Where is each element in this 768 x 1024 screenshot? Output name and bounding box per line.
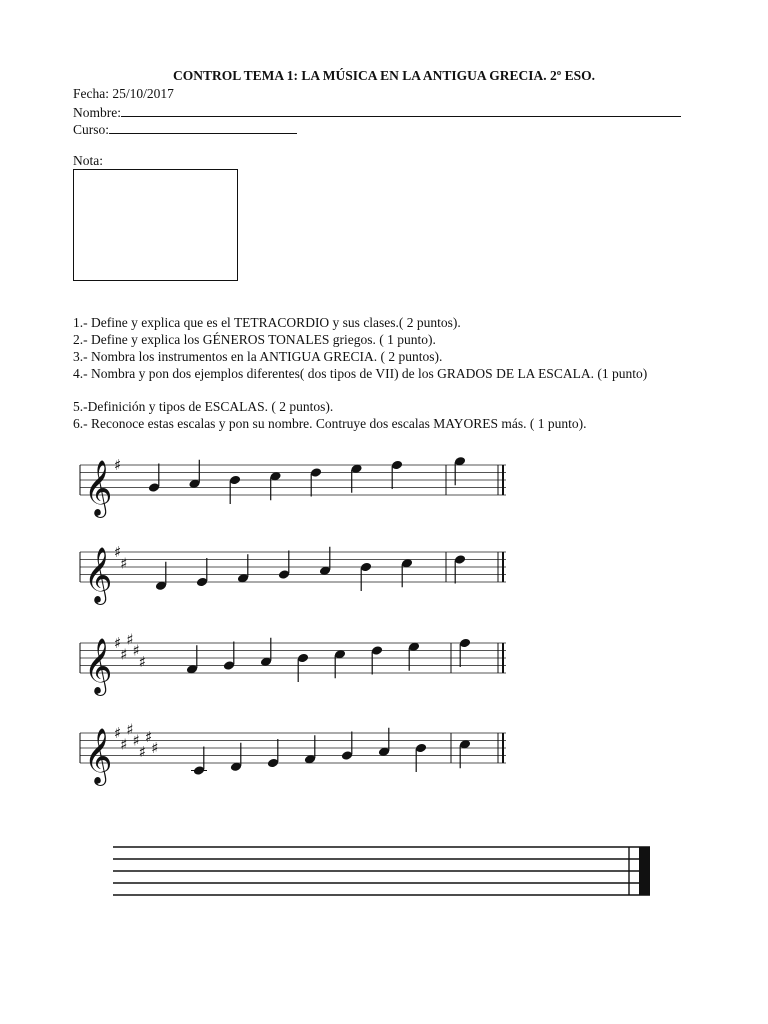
question-1: 1.- Define y explica que es el TETRACORDIO y sus clases.( 2 puntos).	[73, 315, 461, 330]
nota-label: Nota:	[73, 153, 103, 168]
page-title: CONTROL TEMA 1: LA MÚSICA EN LA ANTIGUA GRECIA. 2º ESO.	[172, 68, 596, 83]
question-4: 4.- Nombra y pon dos ejemplos diferentes( dos tipos de VII) de los GRADOS DE LA ESCALA. (1 punto)	[73, 366, 648, 381]
sharp-icon: ♯	[114, 724, 122, 742]
curso-label: Curso:	[73, 122, 110, 137]
sharp-icon: ♯	[151, 739, 159, 757]
staff-c-sharp-major	[80, 720, 506, 786]
sharp-icon: ♯	[114, 634, 122, 652]
sharp-icon: ♯	[145, 727, 153, 746]
sharp-icon: ♯	[114, 456, 122, 474]
question-5: 5.-Definición y tipos de ESCALAS. ( 2 puntos).	[73, 399, 334, 414]
nombre-label: Nombre:	[73, 105, 121, 120]
sharp-icon: ♯	[132, 641, 140, 660]
question-6: 6.- Reconoce estas escalas y pon su nombre. Contruye dos escalas MAYORES más. ( 1 punto).	[73, 416, 587, 431]
question-2: 2.- Define y explica los GÉNEROS TONALES griegos. ( 1 punto).	[73, 332, 436, 347]
sharp-icon: ♯	[126, 720, 134, 739]
sharp-icon: ♯	[120, 645, 128, 664]
treble-clef-icon: 𝄞	[84, 460, 113, 516]
sharp-icon: ♯	[120, 554, 128, 573]
sharp-icon: ♯	[126, 630, 134, 649]
treble-clef-icon: 𝄞	[84, 638, 113, 694]
sharp-icon: ♯	[132, 731, 140, 750]
empty-staff[interactable]	[113, 847, 650, 895]
final-barline	[639, 847, 650, 895]
fecha-value: 25/10/2017	[112, 86, 174, 101]
sharp-icon: ♯	[114, 543, 122, 561]
sharp-icon: ♯	[120, 735, 128, 754]
treble-clef-icon: 𝄞	[84, 547, 113, 603]
staff-g-major	[80, 456, 506, 518]
staff-d-major	[80, 543, 506, 605]
fecha-label: Fecha:	[73, 86, 109, 101]
treble-clef-icon: 𝄞	[84, 728, 113, 784]
staff-b-major	[80, 630, 506, 696]
sharp-icon: ♯	[138, 652, 147, 671]
question-3: 3.- Nombra los instrumentos en la ANTIGUA GRECIA. ( 2 puntos).	[73, 349, 443, 364]
sharp-icon: ♯	[138, 742, 147, 761]
